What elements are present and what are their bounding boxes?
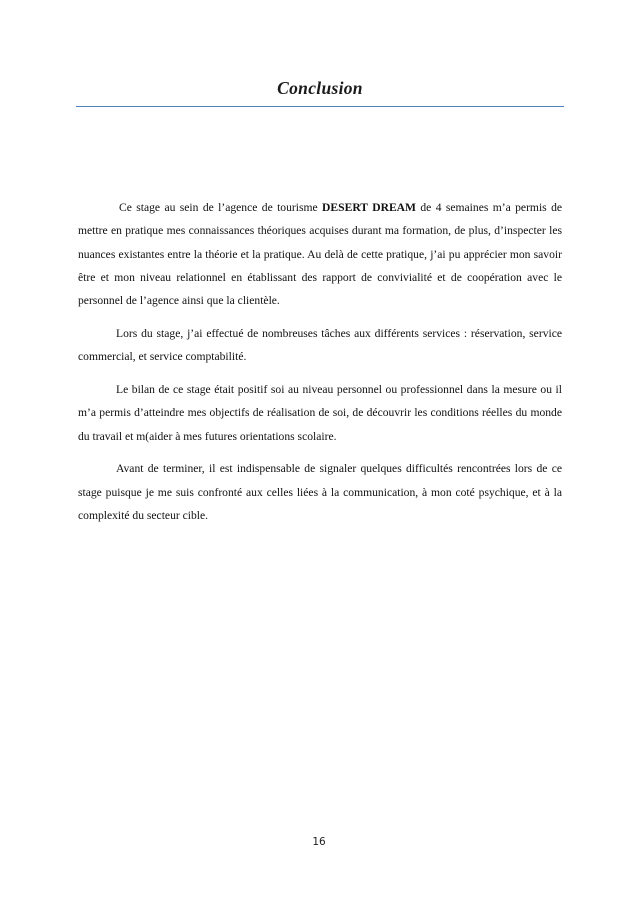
page-title: Conclusion — [277, 78, 363, 98]
page-number: 16 — [312, 836, 326, 848]
paragraph-3 — [78, 378, 562, 448]
paragraph-4 — [78, 457, 562, 527]
paragraph-4-text: Avant de terminer, il est indispensable de signaler quelques difficultés rencontrées lors de ce stage puisque je me suis confronté aux celles liées à la communication, à mon coté psychique, et à la complexité du secteur cible. — [78, 462, 562, 523]
page-header — [76, 78, 564, 107]
body-text — [78, 196, 562, 537]
paragraph-1-text-a: Ce stage au sein de l’agence de tourisme — [119, 201, 323, 214]
paragraph-1 — [78, 196, 562, 312]
paragraph-2 — [78, 322, 562, 369]
paragraph-2-text: Lors du stage, j’ai effectué de nombreuses tâches aux différents services : réservation, service commercial, et service comptabilité. — [78, 326, 562, 364]
paragraph-1-text-b: de 4 semaines m’a permis de mettre en pratique mes connaissances théoriques acquises durant ma formation, de plus, d’inspecter les nuances existantes entre la théorie et la pratique. Au delà de cette pratique, j’ai pu apprécier mon savoir être et mon niveau relationnel en établissant des rapport de convivialité et de coopération avec le personnel de l’agence ainsi que la clientèle. — [78, 201, 563, 308]
paragraph-3-text: Le bilan de ce stage était positif soi au niveau personnel ou professionnel dans la mesure ou il m’a permis d’atteindre mes objectifs de réalisation de soi, de découvrir les conditions réelles du monde du travail et m(aider à mes futures orientations scolaire. — [78, 383, 562, 443]
agency-name: DESERT DREAM — [322, 201, 416, 214]
